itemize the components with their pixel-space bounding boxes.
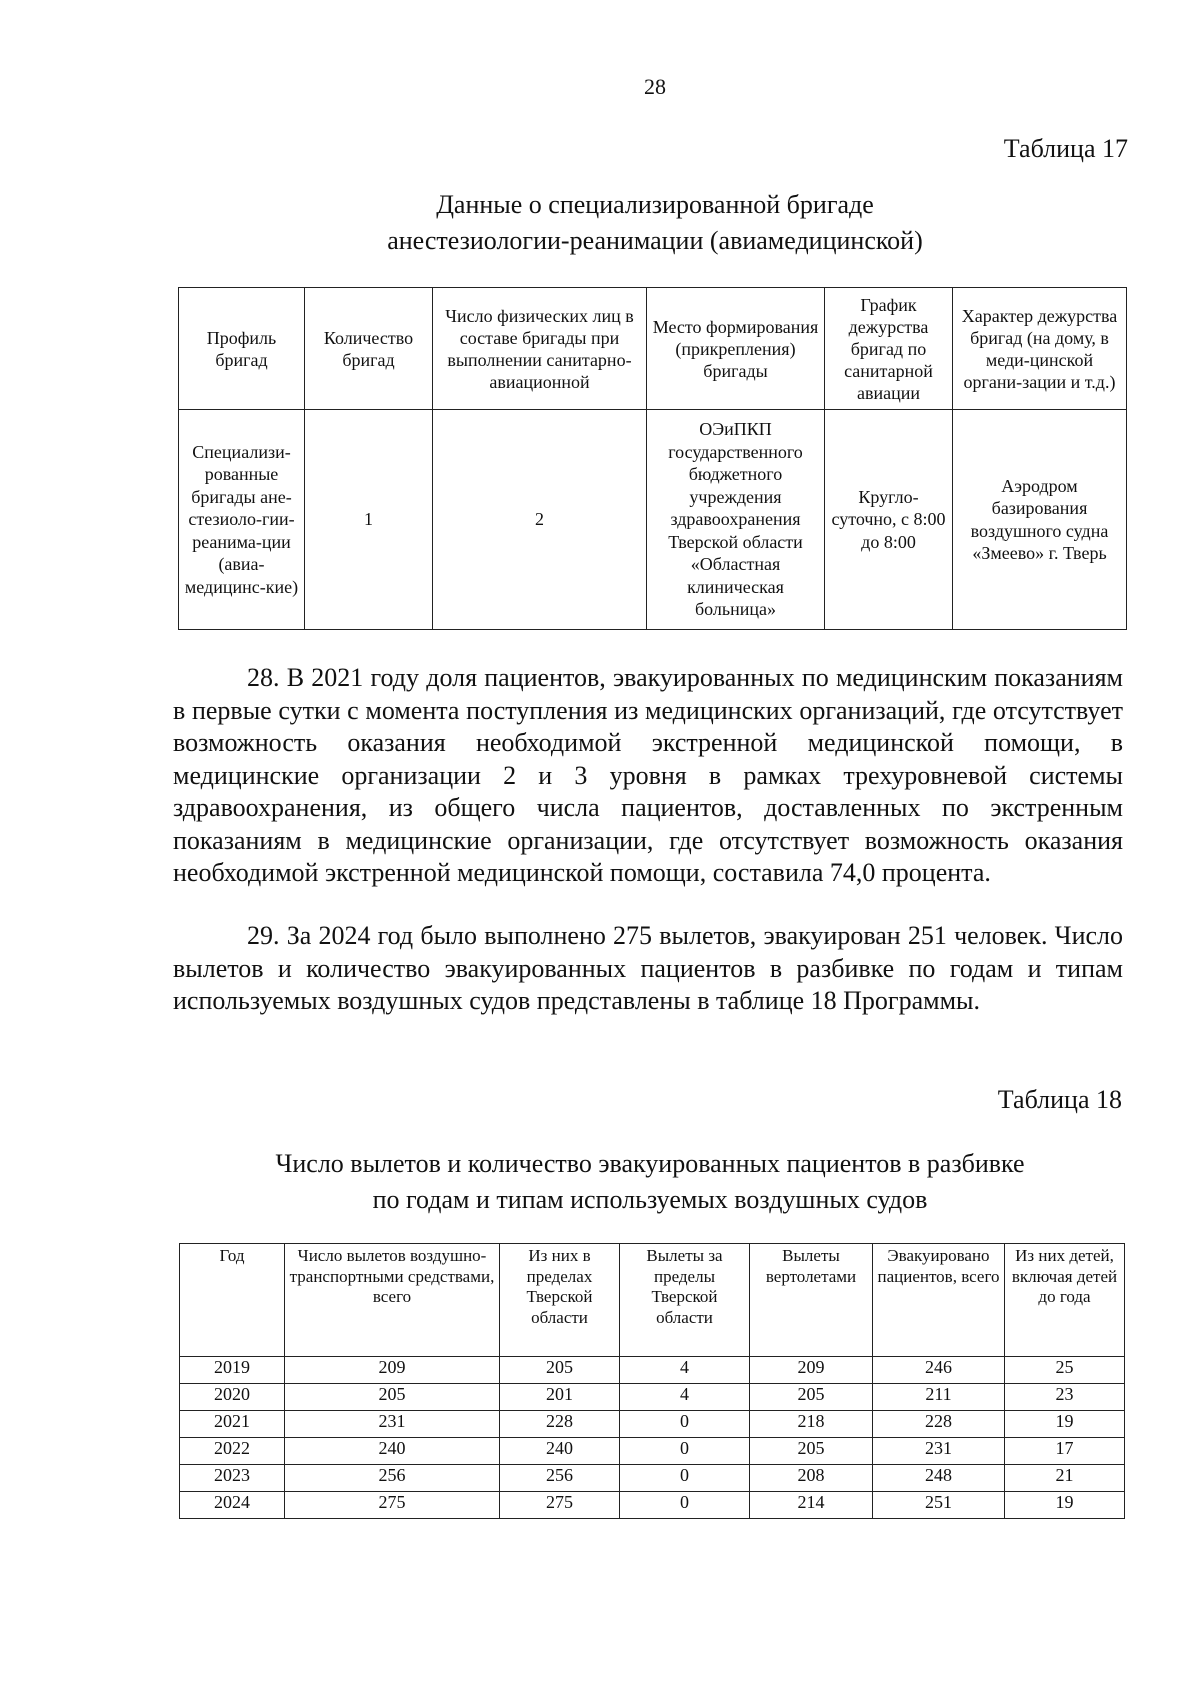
cell-flights-out-region: 0 [620,1465,750,1492]
cell-helicopter-flights: 214 [750,1492,873,1519]
table-18-title-line-1: Число вылетов и количество эвакуированных пациентов в разбивке [275,1149,1025,1178]
cell-duty-type: Аэродром базирования воздушного судна «Змеево» г. Тверь [953,410,1127,630]
paragraph-28: 28. В 2021 году доля пациентов, эвакуированных по медицинским показаниям в первые сутки с момента поступления из медицинских организаций, где отсутствует возможность оказания необходимой экстренной медицинской помощи, в медицинские организации 2 и 3 уровня в рамках трехуровневой системы здравоохранения, из общего числа пациентов, доставленных по экстренным показаниям в медицинские организации, где отсутствует возможность оказания необходимой экстренной медицинской помощи, составила 74,0 процента. [173,663,1123,887]
cell-evacuated-children: 19 [1005,1492,1125,1519]
cell-helicopter-flights: 218 [750,1411,873,1438]
cell-flights-total: 275 [285,1492,500,1519]
cell-helicopter-flights: 209 [750,1357,873,1384]
cell-evacuated-total: 251 [873,1492,1005,1519]
header-duty-schedule: График дежурства бригад по санитарной авиации [825,288,953,410]
table-17-header-row [179,288,1127,410]
cell-year: 2023 [180,1465,285,1492]
table-18-header-row [180,1244,1125,1357]
cell-year: 2024 [180,1492,285,1519]
cell-flights-in-region: 201 [500,1384,620,1411]
cell-flights-in-region: 275 [500,1492,620,1519]
cell-evacuated-total: 228 [873,1411,1005,1438]
cell-flights-in-region: 240 [500,1438,620,1465]
page-number: 28 [644,74,666,99]
cell-evacuated-total: 231 [873,1438,1005,1465]
table-row [180,1357,1125,1384]
table-18 [179,1243,1125,1519]
table-18-title [0,1146,1200,1218]
table-18-caption: Таблица 18 [997,1085,1122,1114]
cell-profile: Специализи-рованные бригады ане-стезиоло-гии-реанима-ции (авиа-медицинс-кие) [179,410,305,630]
cell-year: 2022 [180,1438,285,1465]
table-17-title-line-2: анестезиологии-реанимации (авиамедицинской) [387,226,923,255]
header-flights-out-region: Вылеты за пределы Тверской области [620,1244,750,1357]
cell-flights-out-region: 0 [620,1411,750,1438]
table-row [179,410,1127,630]
cell-evacuated-children: 23 [1005,1384,1125,1411]
header-evacuated-children: Из них детей, включая детей до года [1005,1244,1125,1357]
cell-flights-total: 209 [285,1357,500,1384]
cell-staff-count: 2 [433,410,647,630]
header-evacuated-total: Эвакуировано пациентов, всего [873,1244,1005,1357]
cell-flights-out-region: 0 [620,1492,750,1519]
cell-evacuated-children: 21 [1005,1465,1125,1492]
cell-evacuated-children: 17 [1005,1438,1125,1465]
table-row [180,1492,1125,1519]
table-row [180,1384,1125,1411]
table-row [180,1438,1125,1465]
table-18-title-line-2: по годам и типам используемых воздушных судов [372,1185,928,1214]
cell-flights-total: 205 [285,1384,500,1411]
cell-evacuated-total: 211 [873,1384,1005,1411]
header-profile: Профиль бригад [179,288,305,410]
header-formation-place: Место формирования (прикрепления) бригады [647,288,825,410]
cell-flights-total: 240 [285,1438,500,1465]
cell-flights-in-region: 205 [500,1357,620,1384]
header-staff-count: Число физических лиц в составе бригады при выполнении санитарно-авиационной [433,288,647,410]
table-row [180,1411,1125,1438]
cell-flights-in-region: 256 [500,1465,620,1492]
table-17-title [0,187,1200,259]
cell-flights-in-region: 228 [500,1411,620,1438]
header-brigade-count: Количество бригад [305,288,433,410]
cell-helicopter-flights: 205 [750,1438,873,1465]
table-17 [178,287,1127,630]
cell-helicopter-flights: 205 [750,1384,873,1411]
cell-flights-total: 256 [285,1465,500,1492]
cell-evacuated-total: 248 [873,1465,1005,1492]
header-duty-type: Характер дежурства бригад (на дому, в меди-цинской органи-зации и т.д.) [953,288,1127,410]
cell-year: 2019 [180,1357,285,1384]
cell-flights-out-region: 4 [620,1384,750,1411]
header-flights-total: Число вылетов воздушно-транспортными средствами, всего [285,1244,500,1357]
header-year: Год [180,1244,285,1357]
table-17-caption: Таблица 17 [1003,134,1128,163]
cell-evacuated-children: 19 [1005,1411,1125,1438]
cell-flights-out-region: 0 [620,1438,750,1465]
cell-evacuated-total: 246 [873,1357,1005,1384]
cell-formation-place: ОЭиПКП государственного бюджетного учреждения здравоохранения Тверской области «Областная клиническая больница» [647,410,825,630]
cell-flights-total: 231 [285,1411,500,1438]
table-row [180,1465,1125,1492]
header-helicopter-flights: Вылеты вертолетами [750,1244,873,1357]
cell-year: 2020 [180,1384,285,1411]
cell-brigade-count: 1 [305,410,433,630]
header-flights-in-region: Из них в пределах Тверской области [500,1244,620,1357]
table-17-title-line-1: Данные о специализированной бригаде [436,190,874,219]
cell-helicopter-flights: 208 [750,1465,873,1492]
cell-evacuated-children: 25 [1005,1357,1125,1384]
cell-flights-out-region: 4 [620,1357,750,1384]
cell-duty-schedule: Кругло-суточно, с 8:00 до 8:00 [825,410,953,630]
cell-year: 2021 [180,1411,285,1438]
paragraph-29: 29. За 2024 год было выполнено 275 вылетов, эвакуирован 251 человек. Число вылетов и количество эвакуированных пациентов в разбивке по годам и типам используемых воздушных судов представлены в таблице 18 Программы. [173,921,1123,1015]
